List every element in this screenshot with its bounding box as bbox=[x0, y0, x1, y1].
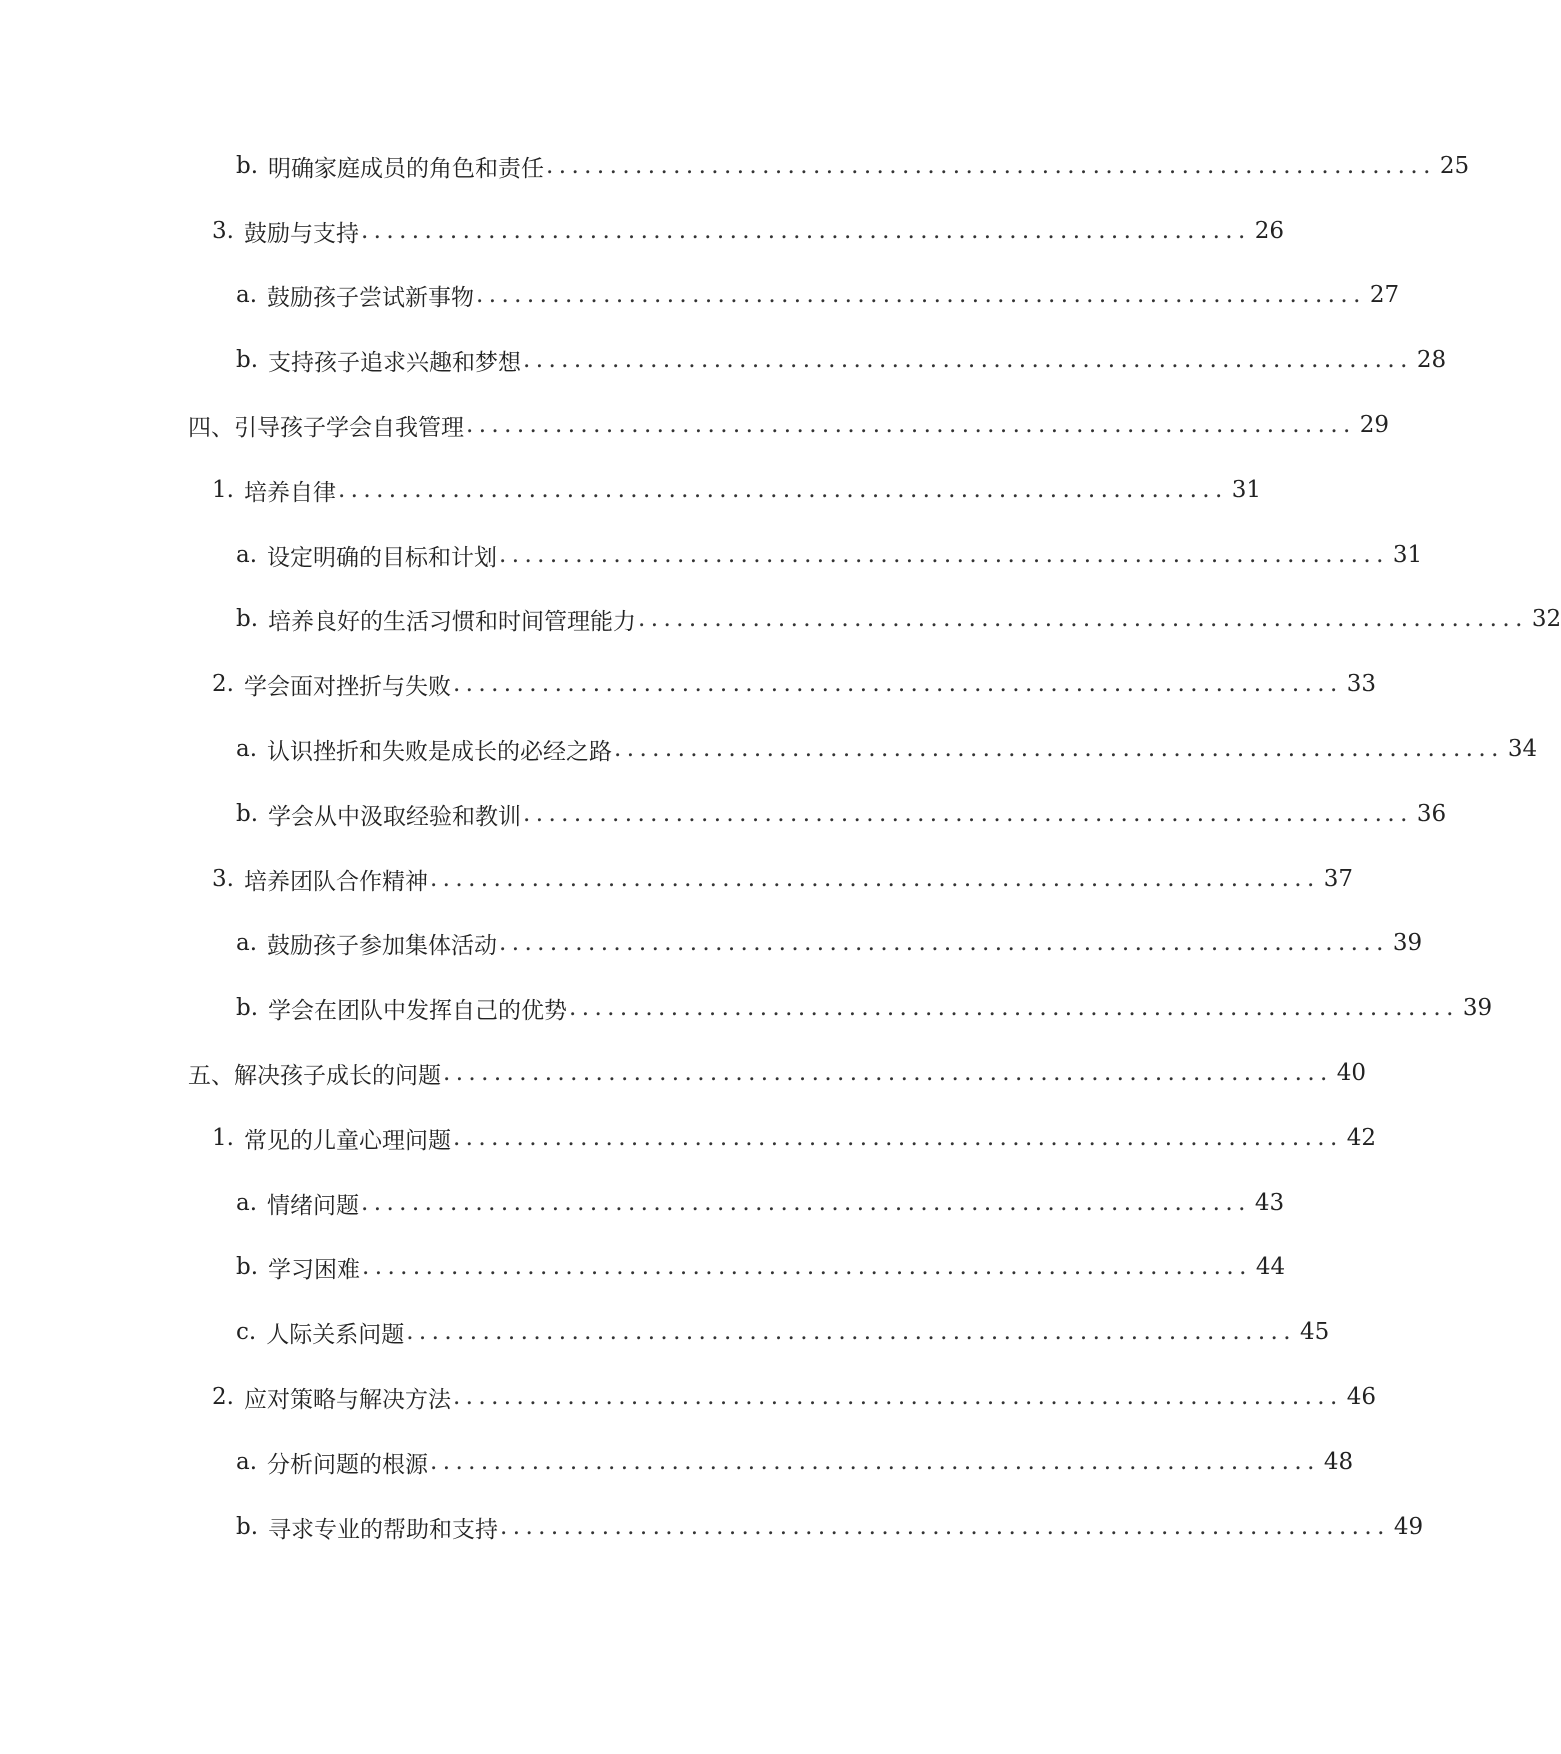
toc-entry[interactable] bbox=[212, 472, 1262, 508]
toc-dot-leader: ...................................................................... bbox=[500, 1514, 1390, 1540]
toc-entry-number: b. bbox=[236, 606, 259, 632]
toc-dot-leader: ...................................................................... bbox=[406, 1319, 1296, 1345]
toc-entry-title: 学会从中汲取经验和教训 bbox=[268, 803, 522, 830]
toc-entry-number: b. bbox=[236, 1514, 259, 1540]
toc-entry-page: 31 bbox=[1231, 477, 1262, 503]
toc-entry-number: 2. bbox=[212, 1384, 234, 1410]
toc-entry-title: 学会在团队中发挥自己的优势 bbox=[268, 997, 568, 1024]
toc-entry-page: 43 bbox=[1254, 1190, 1285, 1216]
toc-dot-leader: ...................................................................... bbox=[499, 930, 1389, 956]
toc-entry[interactable] bbox=[236, 1185, 1285, 1221]
toc-entry-page: 36 bbox=[1416, 801, 1447, 827]
toc-dot-leader: ...................................................................... bbox=[452, 1384, 1343, 1410]
toc-entry-chapter[interactable] bbox=[188, 1055, 1367, 1091]
toc-entry-number: 1. bbox=[212, 477, 234, 503]
toc-entry-page: 49 bbox=[1393, 1514, 1424, 1540]
toc-entry[interactable] bbox=[236, 342, 1447, 378]
toc-entry-page: 29 bbox=[1359, 412, 1390, 438]
toc-entry-number: a. bbox=[236, 282, 258, 308]
toc-dot-leader: ...................................................................... bbox=[466, 412, 1356, 438]
toc-entry-page: 26 bbox=[1254, 218, 1285, 244]
toc-entry-page: 37 bbox=[1323, 866, 1354, 892]
toc-entry-page: 42 bbox=[1346, 1125, 1377, 1151]
toc-dot-leader: ...................................................................... bbox=[362, 1254, 1252, 1280]
toc-entry-page: 39 bbox=[1462, 995, 1493, 1021]
toc-entry-title: 四、引导孩子学会自我管理 bbox=[188, 414, 464, 441]
toc-entry-title: 鼓励孩子参加集体活动 bbox=[267, 932, 498, 959]
toc-entry-title: 人际关系问题 bbox=[266, 1321, 405, 1348]
toc-entry-page: 48 bbox=[1323, 1449, 1354, 1475]
toc-dot-leader: ...................................................................... bbox=[360, 218, 1251, 244]
toc-entry-number: b. bbox=[236, 995, 259, 1021]
toc-entry-title: 支持孩子追求兴趣和梦想 bbox=[268, 349, 522, 376]
toc-entry[interactable] bbox=[236, 990, 1493, 1026]
toc-entry-number: b. bbox=[236, 347, 259, 373]
toc-dot-leader: ...................................................................... bbox=[430, 1449, 1320, 1475]
toc-entry-title: 鼓励与支持 bbox=[243, 220, 359, 247]
toc-entry[interactable] bbox=[236, 925, 1423, 961]
toc-entry-page: 40 bbox=[1336, 1060, 1367, 1086]
toc-entry-title: 培养良好的生活习惯和时间管理能力 bbox=[268, 608, 637, 635]
toc-entry-page: 32 bbox=[1531, 606, 1561, 632]
toc-dot-leader: ...................................................................... bbox=[337, 477, 1228, 503]
toc-dot-leader: ...................................................................... bbox=[614, 736, 1504, 762]
toc-entry-title: 分析问题的根源 bbox=[267, 1451, 429, 1478]
toc-dot-leader: ...................................................................... bbox=[546, 153, 1436, 179]
toc-entry-page: 44 bbox=[1255, 1254, 1286, 1280]
toc-entry-number: 2. bbox=[212, 671, 234, 697]
toc-entry[interactable] bbox=[236, 731, 1538, 767]
toc-dot-leader: ...................................................................... bbox=[523, 347, 1413, 373]
toc-entry-page: 28 bbox=[1416, 347, 1447, 373]
toc-entry-title: 培养自律 bbox=[243, 479, 336, 506]
toc-dot-leader: ...................................................................... bbox=[443, 1060, 1333, 1086]
toc-entry-page: 33 bbox=[1346, 671, 1377, 697]
toc-entry-title: 五、解决孩子成长的问题 bbox=[188, 1062, 441, 1089]
toc-entry-page: 34 bbox=[1507, 736, 1538, 762]
toc-entry-title: 应对策略与解决方法 bbox=[243, 1386, 451, 1413]
toc-entry-page: 25 bbox=[1439, 153, 1470, 179]
toc-entry-number: b. bbox=[236, 1254, 259, 1280]
toc-entry-title: 常见的儿童心理问题 bbox=[243, 1127, 451, 1154]
toc-entry-page: 39 bbox=[1392, 930, 1423, 956]
toc-entry-title: 情绪问题 bbox=[267, 1192, 360, 1219]
toc-entry-number: b. bbox=[236, 153, 259, 179]
toc-entry-number: 3. bbox=[212, 866, 234, 892]
toc-dot-leader: ...................................................................... bbox=[429, 866, 1320, 892]
toc-entry-title: 培养团队合作精神 bbox=[243, 868, 428, 895]
toc-dot-leader: ...................................................................... bbox=[476, 282, 1366, 308]
toc-entry[interactable] bbox=[212, 213, 1285, 249]
toc-entry-title: 学习困难 bbox=[268, 1256, 361, 1283]
toc-entry-title: 明确家庭成员的角色和责任 bbox=[268, 155, 545, 182]
toc-entry[interactable] bbox=[212, 861, 1354, 897]
toc-entry[interactable] bbox=[212, 666, 1377, 702]
toc-entry-title: 设定明确的目标和计划 bbox=[267, 544, 498, 571]
toc-entry-number: a. bbox=[236, 542, 258, 568]
toc-entry-number: a. bbox=[236, 1190, 258, 1216]
toc-entry[interactable] bbox=[236, 1249, 1286, 1285]
toc-dot-leader: ...................................................................... bbox=[569, 995, 1459, 1021]
toc-entry[interactable] bbox=[212, 1379, 1377, 1415]
toc-entry-page: 46 bbox=[1346, 1384, 1377, 1410]
toc-entry-number: b. bbox=[236, 801, 259, 827]
toc-entry-page: 31 bbox=[1392, 542, 1423, 568]
toc-dot-leader: ...................................................................... bbox=[452, 1125, 1343, 1151]
toc-dot-leader: ...................................................................... bbox=[452, 671, 1343, 697]
toc-entry[interactable] bbox=[236, 1444, 1354, 1480]
toc-entry-number: 1. bbox=[212, 1125, 234, 1151]
toc-entry[interactable] bbox=[236, 1509, 1424, 1545]
toc-entry-chapter[interactable] bbox=[188, 407, 1390, 443]
toc-entry-title: 鼓励孩子尝试新事物 bbox=[267, 284, 475, 311]
toc-entry[interactable] bbox=[236, 148, 1470, 184]
toc-entry[interactable] bbox=[236, 1314, 1330, 1350]
toc-entry-number: 3. bbox=[212, 218, 234, 244]
toc-entry-number: a. bbox=[236, 1449, 258, 1475]
toc-entry-page: 45 bbox=[1299, 1319, 1330, 1345]
toc-entry[interactable] bbox=[212, 1120, 1377, 1156]
toc-entry-title: 学会面对挫折与失败 bbox=[243, 673, 451, 700]
toc-dot-leader: ...................................................................... bbox=[523, 801, 1413, 827]
toc-entry[interactable] bbox=[236, 537, 1423, 573]
toc-entry-page: 27 bbox=[1369, 282, 1400, 308]
toc-entry[interactable] bbox=[236, 277, 1400, 313]
toc-entry-number: a. bbox=[236, 736, 258, 762]
toc-dot-leader: ...................................................................... bbox=[499, 542, 1389, 568]
toc-entry-title: 认识挫折和失败是成长的必经之路 bbox=[267, 738, 613, 765]
toc-entry-title: 寻求专业的帮助和支持 bbox=[268, 1516, 499, 1543]
toc-entry-number: a. bbox=[236, 930, 258, 956]
toc-dot-leader: ...................................................................... bbox=[361, 1190, 1251, 1216]
toc-entry[interactable] bbox=[236, 601, 1561, 637]
toc-entry[interactable] bbox=[236, 796, 1447, 832]
toc-entry-number: c. bbox=[236, 1319, 257, 1345]
toc-dot-leader: ...................................................................... bbox=[638, 606, 1528, 632]
